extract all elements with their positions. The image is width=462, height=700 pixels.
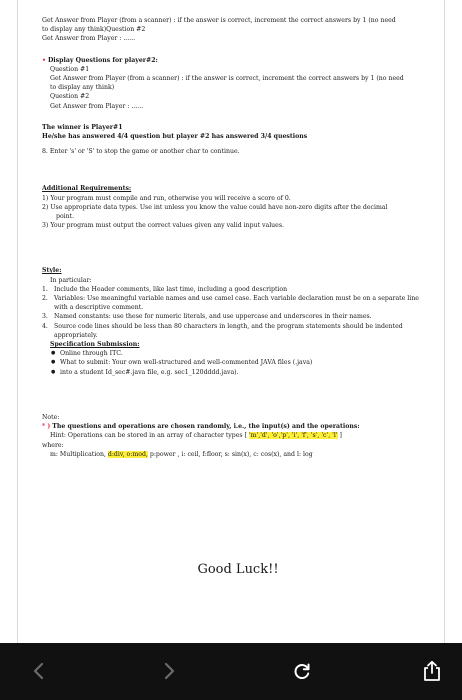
chevron-right-icon	[163, 662, 177, 680]
winner-block	[42, 123, 434, 141]
list-item: 3. Named constants: use these for numeric literals, and use uppercase and underscores in their names.	[42, 313, 372, 321]
note-line	[42, 422, 434, 431]
text-line: to display any think)	[50, 84, 115, 92]
player2-block	[42, 56, 434, 111]
text-line: Get Answer from Player : ......	[42, 35, 136, 43]
note-label: Note:	[42, 413, 60, 421]
section-heading: Specification Submission:	[50, 341, 140, 349]
style-section	[42, 266, 434, 376]
section-heading: Style:	[42, 267, 62, 275]
hint-line: Hint: Operations can be stored in an array of character types [ 'm','d', 'o','p', 'i', 'f', 's', 'c', 'l' ]	[50, 432, 342, 440]
section-heading	[42, 56, 434, 65]
winner-line: The winner is Player#1	[42, 123, 123, 131]
question-label: Question #2	[50, 93, 90, 101]
list-item: ● into a student Id_sec#.java file, e.g. sec1_120dddd.java).	[50, 368, 434, 377]
list-item: ● What to submit: Your own well-structured and well-commented JAVA files (.java)	[50, 358, 434, 367]
additional-requirements	[42, 184, 434, 230]
text-line: Get Answer from Player (from a scanner) : if the answer is correct, increment the correct answers by 1 (no need	[50, 75, 404, 83]
note-section	[42, 413, 434, 459]
style-list	[42, 285, 434, 340]
list-item: 2. Variables: Use meaningful variable names and use camel case. Each variable declaration must be on a separate line with a descriptive comment.	[42, 295, 419, 312]
list-item: 4. Source code lines should be less than 80 characters in length, and the program statements should be indented appropriately.	[42, 322, 403, 339]
browser-toolbar	[0, 643, 462, 700]
player1-answer-block	[42, 16, 434, 44]
forward-button[interactable]	[158, 659, 182, 683]
style-intro: In particular:	[50, 276, 92, 284]
back-button[interactable]	[26, 659, 50, 683]
text-line: to display any think)Question #2	[42, 26, 146, 34]
requirement-item: 1) Your program must compile and run, otherwise you will receive a score of 0.	[42, 194, 291, 202]
document-page	[17, 0, 445, 643]
text-line: Get Answer from Player : ......	[50, 102, 144, 110]
ops-line: m: Multiplication, d:div, o:mod, p:power , i: ceil, f:floor, s: sin(x), c: cos(x), and l: log	[50, 450, 313, 458]
list-item: ● Online through ITC.	[50, 349, 434, 358]
document-body	[42, 16, 434, 577]
share-icon	[422, 660, 442, 682]
question-label: Question #1	[50, 65, 90, 73]
requirement-item: 3) Your program must output the correct values given any valid input values.	[42, 222, 284, 230]
where-label: where:	[42, 441, 64, 449]
note-bold: The questions and operations are chosen randomly, i.e., the input(s) and the operations:	[52, 423, 360, 431]
bullet-marker: •	[42, 56, 46, 64]
step-8: 8. Enter 's' or 'S' to stop the game or another char to continue.	[42, 148, 240, 156]
highlighted-text: 'm','d', 'o','p', 'i', 'f', 's', 'c', 'l'	[248, 432, 338, 440]
note-star: * )	[42, 423, 51, 431]
refresh-icon	[292, 661, 312, 681]
highlighted-text: d:div, o:mod,	[107, 450, 148, 458]
chevron-left-icon	[31, 662, 45, 680]
requirement-item: 2) Use appropriate data types. Use int unless you know the value could have non-zero digits after the decimal	[42, 203, 388, 211]
list-item: 1. Include the Header comments, like last time, including a good description	[42, 285, 288, 293]
closing-text: Good Luck!!	[197, 562, 279, 577]
text-line: Get Answer from Player (from a scanner) : if the answer is correct, increment the correct answers by 1 (no need	[42, 17, 396, 24]
share-button[interactable]	[420, 659, 444, 683]
winner-detail: He/she has answered 4/4 question but player #2 has answered 3/4 questions	[42, 133, 308, 141]
refresh-button[interactable]	[290, 659, 314, 683]
section-heading: Additional Requirements:	[42, 185, 132, 193]
requirement-item: point.	[56, 213, 75, 221]
player2-title: Display Questions for player#2:	[47, 56, 158, 64]
